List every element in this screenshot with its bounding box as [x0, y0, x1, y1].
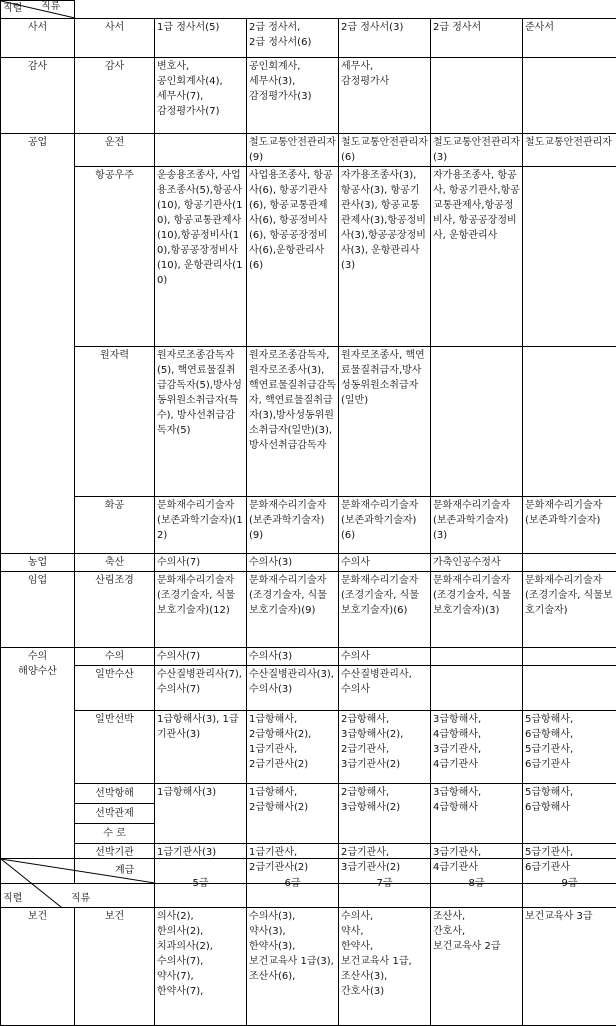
- subseries-cell: 감사: [75, 58, 155, 134]
- subseries-label: 수 로: [75, 824, 154, 843]
- qualification-cell: 문화재수리기술자(보존과학기술자)(9): [247, 497, 339, 554]
- qualification-cell: 5급항해사, 6급항해사, 5급기관사, 6급기관사: [523, 711, 616, 784]
- qualification-cell: 수의사: [339, 648, 431, 666]
- qualification-cell: 공인회계사, 세무사(3), 감정평가사(3): [247, 58, 339, 134]
- subseries-cell: 보건: [75, 908, 155, 1026]
- qualification-cell: [523, 58, 616, 134]
- col-header: 2급 정사서, 2급 정사서(6): [247, 19, 339, 58]
- corner-label-jikryu: 직류: [71, 893, 90, 904]
- qualification-cell: [431, 648, 523, 666]
- series-cell: 감사: [1, 58, 75, 134]
- row-header-saseo: 사서: [1, 19, 75, 58]
- qualification-cell: 1급항해사, 2급항해사(2), 1급기관사, 2급기관사(2): [247, 711, 339, 784]
- table-row: [1, 167, 616, 347]
- subseries-cell: 항공우주: [75, 167, 155, 347]
- qualification-cell: 수의사(3), 약사(3), 한약사(3), 보건교육사 1급(3), 조산사(6),: [247, 908, 339, 1026]
- qualification-cell: 1급항해사, 2급항해사(2): [247, 784, 339, 844]
- qualification-cell: 운송용조종사, 사업용조종사(5),항공사(10), 항공기관사(10), 항공교통관제사(10),항공정비사(10),항공공장정비사(10), 운항관리사(10): [155, 167, 247, 347]
- grade-header: 8급: [431, 859, 523, 908]
- qualification-cell: 2급항해사, 3급항해사(2), 2급기관사, 3급기관사(2): [339, 711, 431, 784]
- col-header: 1급 정사서(5): [155, 19, 247, 58]
- col-header: 2급 정사서: [431, 19, 523, 58]
- qualification-cell: 5급기관사, 6급기관사: [523, 844, 616, 884]
- qualification-cell: 원자로조종감독자, 원자로조종사(3), 핵연료물질취급감독자, 핵연료물질취급자(3),방사성동위원소취급자(일반)(3),방사선취급감독자: [247, 347, 339, 497]
- table-row: [1, 347, 616, 497]
- subseries-cell: 축산: [75, 554, 155, 572]
- corner-header: [1, 1, 75, 19]
- subseries-cell: 일반수산: [75, 666, 155, 711]
- header-blank: [75, 1, 616, 19]
- qualification-cell: 1급항해사(3): [155, 784, 247, 844]
- series-cell: 보건: [1, 908, 75, 1026]
- qualification-cell: 문화재수리기술자(조경기술자, 식물보호기술자)(6): [339, 572, 431, 648]
- col-header: 준사서: [523, 19, 616, 58]
- qualification-cell: [155, 134, 247, 167]
- subseries-cell: 운전: [75, 134, 155, 167]
- grade-header: 6급: [247, 859, 339, 908]
- qualification-cell: 원자로조종감독자(5), 핵연료물질취급감독자(5),방사성동위원소취급자(특수), 방사선취급감독자(5): [155, 347, 247, 497]
- qualification-cell: 철도교통안전관리자(9): [247, 134, 339, 167]
- table-row: [1, 554, 616, 572]
- qualification-cell: 문화재수리기술자(보존과학기술자)(3): [431, 497, 523, 554]
- subseries-cell: 화공: [75, 497, 155, 554]
- qualification-cell: 문화재수리기술자(조경기술자, 식물보호기술자): [523, 572, 616, 648]
- qualification-cell: 세무사, 감정평가사: [339, 58, 431, 134]
- subseries-cell: 산림조경: [75, 572, 155, 648]
- qualification-cell: 3급항해사, 4급항해사, 3급기관사, 4급기관사: [431, 711, 523, 784]
- qualification-cell: 의사(2), 한의사(2), 치과의사(2), 수의사(7), 약사(7), 한약사(7),: [155, 908, 247, 1026]
- qualification-cell: [523, 666, 616, 711]
- qualification-cell: 변호사, 공인회계사(4), 세무사(7), 감정평가사(7): [155, 58, 247, 134]
- subseries-cell: 선박기관: [75, 844, 155, 884]
- qualification-cell: 문화재수리기술자(조경기술자, 식물보호기술자)(3): [431, 572, 523, 648]
- qualification-cell: 철도교통안전관리자: [523, 134, 616, 167]
- qualification-cell: 원자로조종사, 핵연료물질취급자,방사성동위원소취급자(일반): [339, 347, 431, 497]
- qualification-cell: 수산질병관리사, 수의사: [339, 666, 431, 711]
- qualification-cell: 사업용조종사, 항공사(6), 항공기관사(6), 항공교통관제사(6), 항공정비사(6), 항공공장정비사(6),운항관리사(6): [247, 167, 339, 347]
- series-cell: 농업: [1, 554, 75, 572]
- qualification-cell: 철도교통안전관리자(6): [339, 134, 431, 167]
- table-row: [1, 908, 616, 1026]
- qualification-cell: [431, 347, 523, 497]
- qualification-cell: [523, 167, 616, 347]
- qualification-cell: 수산질병관리사(3), 수의사(3): [247, 666, 339, 711]
- qualification-cell: 보건교육사 3급: [523, 908, 616, 1026]
- qualification-cell: [523, 648, 616, 666]
- qualification-cell: 수의사(7): [155, 648, 247, 666]
- table-row: [1, 666, 616, 711]
- subseries-cell: 수의: [75, 648, 155, 666]
- subseries-cell: 일반선박: [75, 711, 155, 784]
- corner-label-jikryeol: 직렬: [3, 3, 22, 14]
- col-header: 사서: [75, 19, 155, 58]
- qualification-cell: 2급항해사, 3급항해사(2): [339, 784, 431, 844]
- qualification-cell: 조산사, 간호사, 보건교육사 2급: [431, 908, 523, 1026]
- qualification-cell: 수의사: [339, 554, 431, 572]
- subseries-label: 선박관제: [75, 804, 154, 824]
- series-cell: 수의 해양수산: [1, 648, 75, 884]
- qualification-cell: 수의사(3): [247, 554, 339, 572]
- certificate-table-2: [0, 858, 616, 1026]
- table-row: [1, 648, 616, 666]
- table-row: [1, 711, 616, 784]
- corner-label-gyegeup: 계급: [115, 865, 134, 876]
- series-cell: 임업: [1, 572, 75, 648]
- grade-header: 9급: [523, 859, 616, 908]
- table-row: [1, 58, 616, 134]
- qualification-cell: 수의사(7): [155, 554, 247, 572]
- table-row: [1, 572, 616, 648]
- corner-label-jikryu: 직류: [41, 1, 60, 12]
- table-row: [1, 784, 616, 844]
- grade-header: 5급: [155, 859, 247, 908]
- qualification-cell: [523, 347, 616, 497]
- qualification-cell: 수의사, 약사, 한약사, 보건교육사 1급, 조산사(3), 간호사(3): [339, 908, 431, 1026]
- qualification-cell: 1급항해사(3), 1급기관사(3): [155, 711, 247, 784]
- qualification-cell: 문화재수리기술자(보존과학기술자)(6): [339, 497, 431, 554]
- qualification-cell: 1급기관사, 2급기관사(2): [247, 844, 339, 884]
- col-header: 2급 정사서(3): [339, 19, 431, 58]
- qualification-cell: 문화재수리기술자(조경기술자, 식물보호기술자)(9): [247, 572, 339, 648]
- qualification-cell: [431, 58, 523, 134]
- grade-header: 7급: [339, 859, 431, 908]
- subseries-label: 선박항해: [75, 784, 154, 804]
- qualification-cell: 5급항해사, 6급항해사: [523, 784, 616, 844]
- qualification-cell: 3급항해사, 4급항해사: [431, 784, 523, 844]
- qualification-cell: 자가용조종사, 항공사, 항공기관사,항공교통관제사,항공정비사, 항공공장정비사, 운항관리사: [431, 167, 523, 347]
- qualification-cell: 철도교통안전관리자(3): [431, 134, 523, 167]
- qualification-cell: 수산질병관리사(7), 수의사(7): [155, 666, 247, 711]
- qualification-cell: 3급기관사, 4급기관사: [431, 844, 523, 884]
- subseries-cell: 원자력: [75, 347, 155, 497]
- subseries-cell-group: [75, 784, 155, 844]
- qualification-cell: [523, 554, 616, 572]
- table-row: [1, 134, 616, 167]
- corner-header-2: [1, 859, 155, 908]
- qualification-cell: 문화재수리기술자(조경기술자, 식물보호기술자)(12): [155, 572, 247, 648]
- qualification-cell: 자가용조종사(3), 항공사(3), 항공기관사(3), 항공교통관제사(3),항공정비사(3),항공공장정비사(3), 운항관리사(3): [339, 167, 431, 347]
- qualification-cell: 문화재수리기술자(보존과학기술자)(12): [155, 497, 247, 554]
- table-row: [1, 497, 616, 554]
- qualification-cell: [431, 666, 523, 711]
- qualification-cell: 2급기관사, 3급기관사(2): [339, 844, 431, 884]
- qualification-cell: 수의사(3): [247, 648, 339, 666]
- qualification-cell: 1급기관사(3): [155, 844, 247, 884]
- corner-label-jikryeol: 직렬: [3, 893, 22, 904]
- series-cell: 공업: [1, 134, 75, 554]
- qualification-cell: 가축인공수정사: [431, 554, 523, 572]
- qualification-cell: 문화재수리기술자(보존과학기술자): [523, 497, 616, 554]
